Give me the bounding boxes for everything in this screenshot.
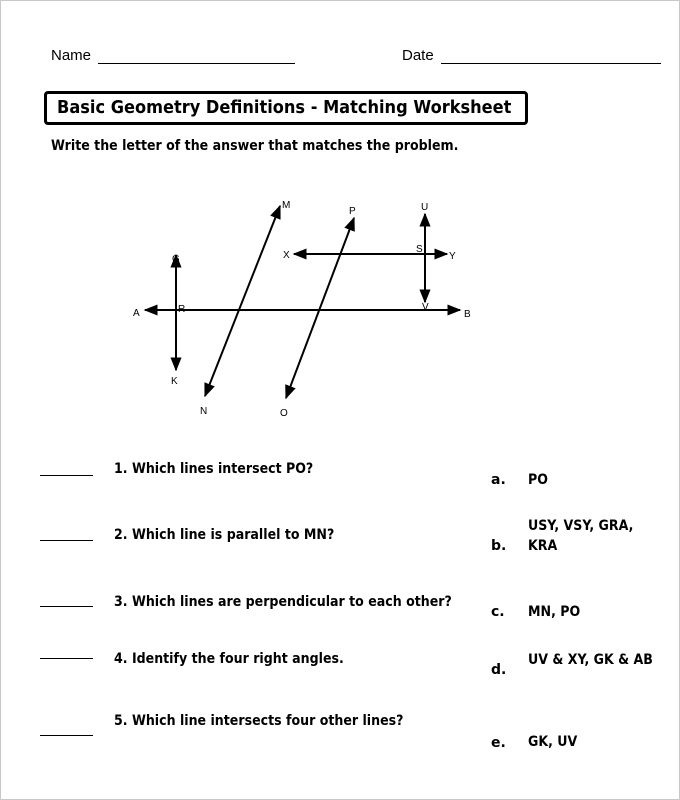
point-label-k: K (171, 376, 178, 387)
question-3: 3. Which lines are perpendicular to each other? (114, 594, 452, 610)
option-text-b: USY, VSY, GRA, KRA (528, 518, 634, 554)
option-text-e: GK, UV (528, 734, 578, 750)
option-letter-b: b. (491, 538, 507, 554)
option-text-c: MN, PO (528, 604, 581, 620)
answer-blank-1[interactable] (40, 475, 93, 476)
date-label: Date (402, 47, 434, 64)
question-1: 1. Which lines intersect PO? (114, 461, 314, 477)
option-letter-d: d. (491, 662, 507, 678)
question-4: 4. Identify the four right angles. (114, 651, 344, 667)
option-letter-e: e. (491, 735, 506, 751)
option-letter-c: c. (491, 604, 505, 620)
point-label-v: V (422, 302, 429, 313)
point-label-s: S (416, 244, 423, 255)
instructions: Write the letter of the answer that matches the problem. (51, 138, 459, 154)
question-2: 2. Which line is parallel to MN? (114, 527, 335, 543)
answer-blank-5[interactable] (40, 735, 93, 736)
point-label-n: N (200, 406, 208, 417)
point-label-y: Y (449, 251, 456, 262)
worksheet-title: Basic Geometry Definitions - Matching Worksheet (57, 97, 512, 118)
point-label-m: M (282, 200, 291, 211)
point-label-r: R (178, 304, 186, 315)
point-label-b: B (464, 309, 471, 320)
point-label-p: P (349, 206, 356, 217)
name-label: Name (51, 47, 92, 64)
option-text-a: PO (528, 472, 548, 488)
point-label-o: O (280, 408, 288, 419)
point-label-u: U (421, 202, 429, 213)
point-label-g: G (172, 254, 180, 265)
option-letter-a: a. (491, 472, 506, 488)
line-po (286, 218, 354, 398)
point-label-a: A (133, 308, 140, 319)
option-text-d: UV & XY, GK & AB (528, 652, 653, 668)
answer-blank-4[interactable] (40, 658, 93, 659)
answer-blank-3[interactable] (40, 606, 93, 607)
answer-blank-2[interactable] (40, 540, 93, 541)
line-mn (205, 206, 280, 396)
point-label-x: X (283, 250, 290, 261)
question-5: 5. Which line intersects four other lines? (114, 713, 404, 729)
